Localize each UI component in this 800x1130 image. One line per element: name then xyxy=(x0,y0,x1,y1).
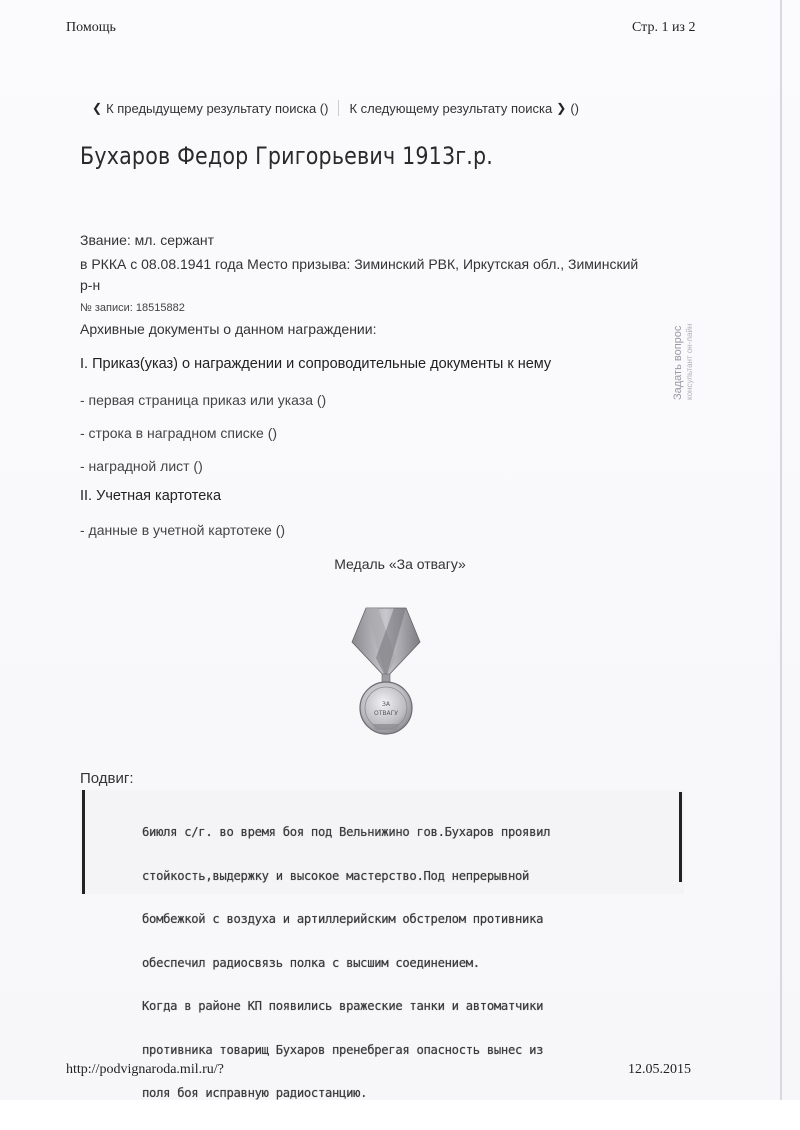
next-result-label: К следующему результату поиска xyxy=(349,100,553,116)
nav-divider xyxy=(338,100,339,116)
prev-result-label: К предыдущему результату поиска () xyxy=(106,100,329,116)
print-footer-date: 12.05.2015 xyxy=(628,1062,691,1077)
scan-edge xyxy=(780,0,782,1100)
feat-label: Подвиг: xyxy=(80,770,134,787)
ask-question-widget[interactable] xyxy=(672,290,700,400)
doc-link-award-sheet[interactable] xyxy=(80,458,203,474)
print-header-title: Помощь xyxy=(66,20,116,35)
doc-link-order-first-page[interactable] xyxy=(80,392,326,408)
next-result-suffix: () xyxy=(570,100,579,116)
feat-line: Когда в районе КП появились вражеские танки и автоматчики xyxy=(142,999,544,1013)
doc-link-label: - данные в учетной картотеке () xyxy=(80,522,286,538)
feat-line: противника товарищ Бухаров пренебрегая опасность вынес из xyxy=(142,1042,544,1057)
doc-link-label: - первая страница приказ или указа () xyxy=(80,392,327,408)
doc-link-label: - наградной лист () xyxy=(80,458,203,474)
service-text: в РККА с 08.08.1941 года Место призыва: Зиминский РВК, Иркутская обл., Зиминский р-н xyxy=(80,256,639,293)
print-footer-url: http://podvignaroda.mil.ru/? xyxy=(66,1062,224,1077)
print-page-counter: Стр. 1 из 2 xyxy=(632,20,696,35)
online-consultant-label: консультант он-лайн xyxy=(685,323,694,400)
ask-question-label: Задать вопрос xyxy=(672,325,684,400)
scan-border-left xyxy=(82,790,85,894)
doc-link-label: - строка в наградном списке () xyxy=(80,425,278,441)
feat-line: бомбежкой с воздуха и артиллерийским обстрелом противника xyxy=(142,912,544,926)
record-number: № записи: 18515882 xyxy=(80,302,185,314)
feat-line: стойкость,выдержку и высокое мастерство.Под непрерывной xyxy=(142,868,530,883)
doc-link-card-index[interactable] xyxy=(80,522,285,538)
award-name: Медаль «За отвагу» xyxy=(334,556,466,572)
medal-image xyxy=(348,598,424,749)
medal-for-courage-icon xyxy=(348,598,424,744)
feat-line: обеспечил радиосвязь полка с высшим соединением. xyxy=(142,955,480,970)
section-card-index-heading: II. Учетная картотека xyxy=(80,488,222,504)
chevron-right-icon: ❯ xyxy=(556,101,567,115)
feat-text xyxy=(142,796,662,1130)
chevron-left-icon: ❮ xyxy=(92,101,103,115)
next-result-link[interactable] xyxy=(349,101,579,116)
person-title: Бухаров Федор Григорьевич 1913г.р. xyxy=(80,142,494,170)
feat-line: 6июля с/г. во время боя под Вельнижино гов.Бухаров проявил xyxy=(142,825,551,839)
section-order-heading: I. Приказ(указ) о награждении и сопроводительные документы к нему xyxy=(80,356,552,372)
medal-text-line1: ЗА xyxy=(382,701,390,708)
feat-line: поля боя исправную радиостанцию. xyxy=(142,1086,368,1100)
scan-border-right xyxy=(679,792,682,882)
archive-heading: Архивные документы о данном награждении: xyxy=(80,321,377,337)
doc-link-award-list-line[interactable] xyxy=(80,425,277,441)
result-navigation xyxy=(88,100,579,116)
medal-text-line2: ОТВАГУ xyxy=(374,710,398,717)
prev-result-link[interactable] xyxy=(88,101,328,116)
rank-text: Звание: мл. сержант xyxy=(80,232,215,248)
